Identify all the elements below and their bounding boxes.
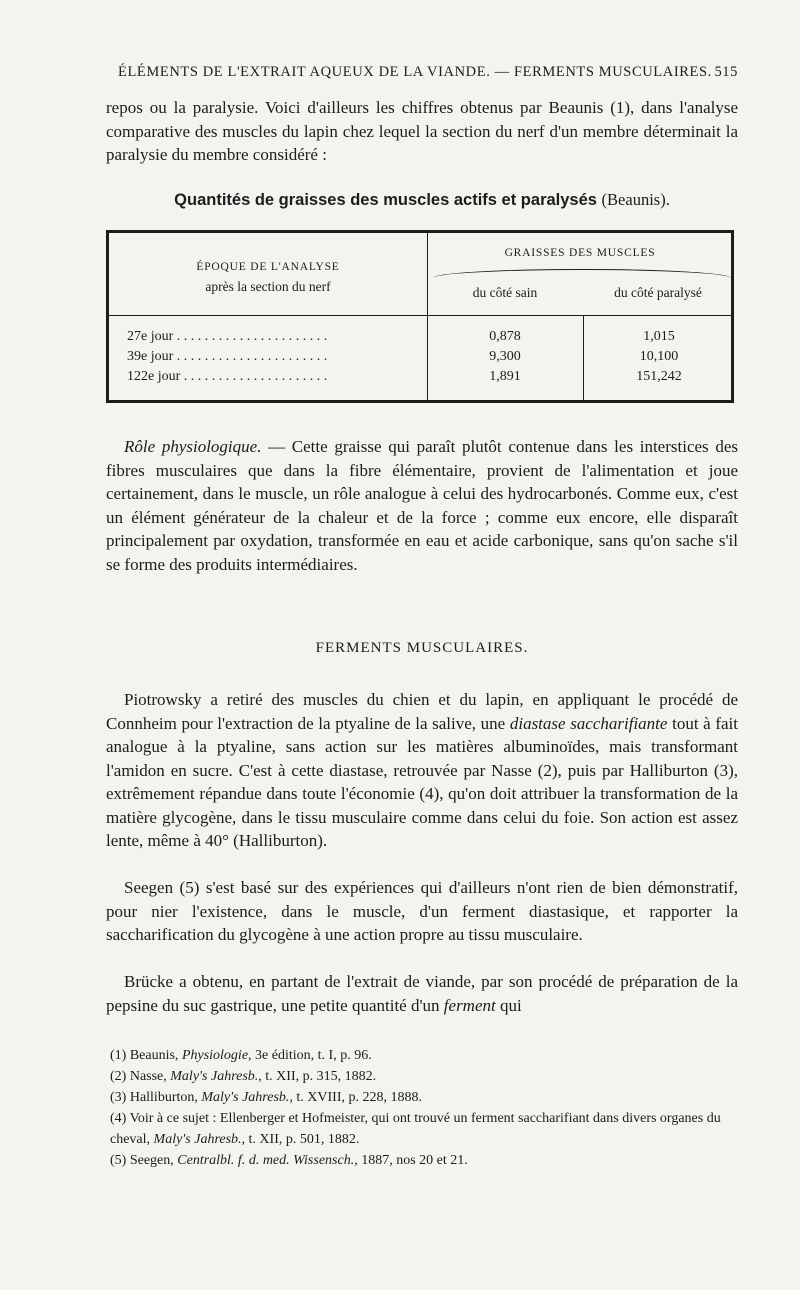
cell-paralyse: 151,242 [636,369,682,384]
col1-header-line2: après la section du nerf [205,279,331,294]
text-span: , 3e édition, t. I, p. 96. [248,1048,372,1063]
text-span: Beaunis, [126,1048,182,1063]
table-title [106,190,738,210]
footnote-number: (2) [110,1069,127,1084]
row-label: 122e jour . . . . . . . . . . . . . . . . . . . . . [127,369,328,384]
column-divider [583,315,584,403]
text-span: Voir à ce sujet : Ellenberger et Hofmeister, qui ont trouvé un ferment saccharifiant dans divers organes du cheval, [110,1111,721,1147]
col1-header-line1: ÉPOQUE DE L'ANALYSE [196,261,340,273]
text-span: qui [495,995,522,1015]
text-span: , 1887, nos 20 et 21. [354,1153,468,1168]
role-paragraph [106,435,738,576]
row-label: 27e jour . . . . . . . . . . . . . . . . . . . . . . [127,329,328,344]
italic-term: ferment [443,995,496,1015]
cell-sain: 1,891 [489,369,521,384]
col2-header: du côté sain [472,285,538,300]
italic-title: Physiologie [181,1048,249,1063]
footnotes [110,1045,740,1171]
cell-sain: 9,300 [489,349,521,364]
italic-title: Maly's Jahresb. [201,1090,290,1105]
fat-quantities-table [106,230,734,403]
col3-header: du côté paralysé [614,285,702,300]
footnote-number: (1) [110,1048,127,1063]
group-header: GRAISSES DES MUSCLES [504,247,656,259]
text-span: Piotrowsky a retiré des muscles du chien et du lapin, en appliquant le procédé de Connheim pour l'extraction de la ptyaline de la salive, une [106,690,738,733]
text-span: , t. XVIII, p. 228, 1888. [289,1090,422,1105]
cell-paralyse: 10,100 [639,349,679,364]
cell-sain: 0,878 [489,329,521,344]
seegen-paragraph: Seegen (5) s'est basé sur des expériences qui d'ailleurs n'ont rien de bien démonstratif, pour nier l'existence, dans le muscle, d'un ferment diastasique, et rapporter la saccharification du glycogène à une action propre au tissu musculaire. [106,878,738,944]
running-header [118,64,738,81]
footnote [110,1150,740,1171]
footnote-number: (5) [110,1153,127,1168]
piotrowsky-paragraph [106,688,738,853]
page-number: 515 [714,64,738,80]
text-span: , t. XII, p. 501, 1882. [241,1132,360,1147]
text-span: tout à fait analogue à la ptyaline, sans action sur les matières albuminoïdes, mais transformant l'amidon en sucre. C'est à cette diastase, retrouvée par Nasse (2), puis par Halliburton (3), extrêmement répandue dans toute l'économie (4), qu'on doit attribuer la transformation de la matière glycogène, dans le tissu musculaire comme dans celui du foie. Son action est assez lente, même à 40° (Halliburton). [106,713,738,850]
intro-paragraph: repos ou la paralysie. Voici d'ailleurs les chiffres obtenus par Beaunis (1), dans l'analyse comparative des muscles du lapin chez lequel la section du nerf d'un membre déterminait la paralysie du membre considéré : [106,98,738,164]
italic-title: Maly's Jahresb. [153,1132,242,1147]
table-title-text: Quantités de graisses des muscles actifs et paralysés [174,191,597,209]
cell-paralyse: 1,015 [643,329,675,344]
header-rule [109,315,731,316]
footnote [110,1066,740,1087]
role-lead: Rôle physiologique. [124,437,262,456]
section-title: FERMENTS MUSCULAIRES. [315,640,529,656]
running-title: ÉLÉMENTS DE L'EXTRAIT AQUEUX DE LA VIANDE. — FERMENTS MUSCULAIRES. [118,64,712,80]
footnote [110,1087,740,1108]
footnote-number: (4) [110,1111,127,1126]
italic-title: Centralbl. f. d. med. Wissensch. [177,1153,355,1168]
footnote [110,1045,740,1066]
table-source: (Beaunis). [601,190,670,209]
footnote [110,1108,740,1150]
role-text: — Cette graisse qui paraît plutôt contenue dans les interstices des fibres musculaires que dans la fibre élémentaire, provient de l'alimentation et joue certainement, dans le muscle, un rôle analogue à celui des hydrocarbonés. Comme eux, c'est un élément générateur de la chaleur et de la force ; comme eux encore, elle disparaît principalement par oxydation, transformée en eau et acide carbonique, sans qu'on sache s'il se forme des produits intermédiaires. [106,437,738,574]
text-span: Seegen, [126,1153,178,1168]
italic-title: Maly's Jahresb. [170,1069,259,1084]
text-span: , t. XII, p. 315, 1882. [258,1069,377,1084]
text-span: Nasse, [126,1069,171,1084]
footnote-number: (3) [110,1090,127,1105]
text-span: Brücke a obtenu, en partant de l'extrait de viande, par son procédé de préparation de la pepsine du suc gastrique, une petite quantité d'un [106,972,738,1015]
row-label: 39e jour . . . . . . . . . . . . . . . . . . . . . . [127,349,328,364]
group-brace [433,269,731,278]
brucke-paragraph [106,970,738,1017]
italic-term: diastase saccharifiante [509,713,668,733]
text-span: Halliburton, [126,1090,202,1105]
